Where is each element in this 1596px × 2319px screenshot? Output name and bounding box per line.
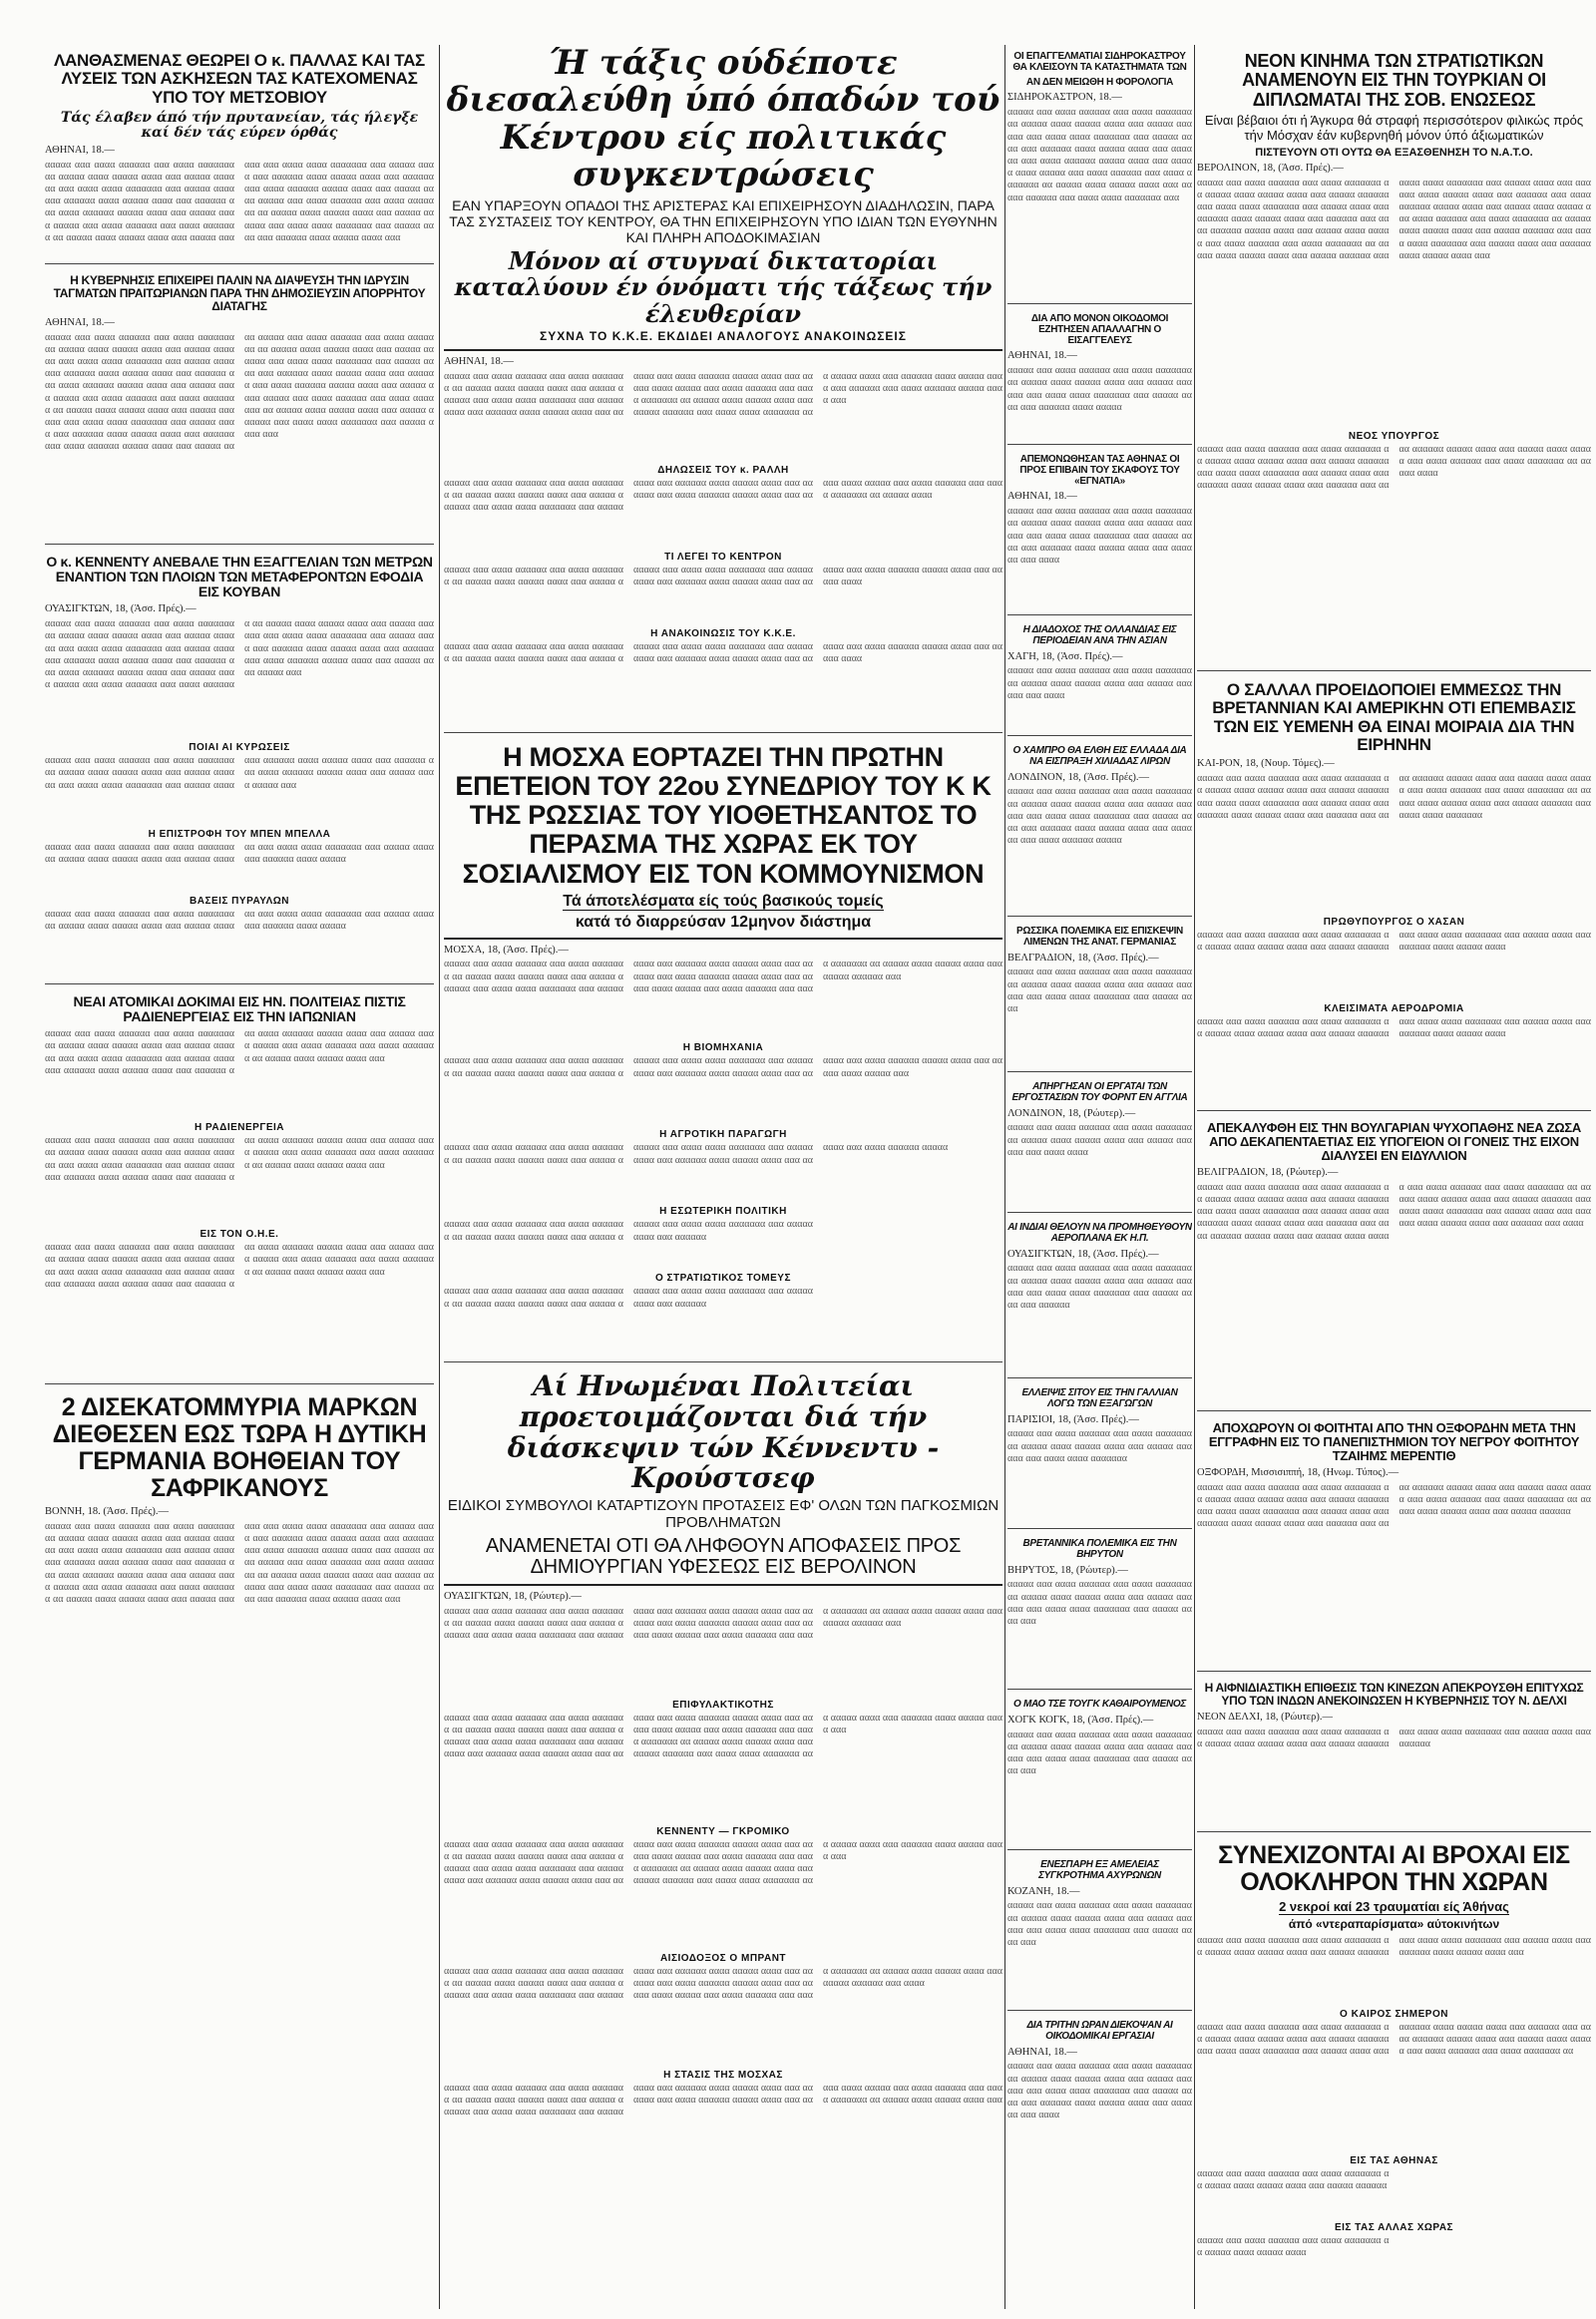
headline: ΔΙΑ ΤΡΙΤΗΝ ΩΡΑΝ ΔΙΕΚΟΨΑΝ ΑΙ ΟΙΚΟΔΟΜΙΚΑΙ ΕΡΓΑΣΙΑΙ (1026, 2020, 1173, 2042)
article-france-wheat (1007, 1384, 1192, 1529)
article-body-text: ααααα ααα αααα αααααα ααα αααα ααααααα αα ααααα αααα ααααα αααα ααα ααααα αααααα ααα αααα αααα ααααααα ααα ααααα αααα ααα αααααα αααα ααααα αααα ααα αααααα ααα αααα αααααα ααααα αααα ααα ααααα αααα ααααα ααα αααα αααααα ααα αααα ααααααα αα ααααα αααα ααααα αααα ααα ααααα αααααα ααα αααα αααα ααααααα ααα ααααα αααα ααα αααααα αααα ααααα αααα ααα αααααα ααα αααα αααααα ααααα αααα ααα ααααα αααα ααααα ααα αααα αααααα ααα αααα ααααααα αα ααααα αααα ααααα αααα ααα ααααα αααααα ααα αααα αααα ααααααα ααα ααααα αααα ααα αααααα αααα ααααα αααα ααα (1197, 177, 1591, 261)
dateline: ΛΟΝΔΙΝΟΝ, 18, (Ρώυτερ).— (1007, 1107, 1136, 1119)
headline: 2 ΔΙΣΕΚΑΤΟΜΜΥΡΙΑ ΜΑΡΚΩΝ ΔΙΕΘΕΣΕΝ ΕΩΣ ΤΩΡΑ Η ΔΥΤΙΚΗ ΓΕΡΜΑΝΙΑ ΒΟΗΘΕΙΑΝ ΤΟΥ ΣΑΦΡΙΚΑΝΟΥΣ (52, 1393, 427, 1502)
article-body-text: ααααα ααα αααα αααααα ααα αααα ααααααα αα ααααα αααα ααααα αααα ααα ααααα αααααα ααα αααα αααα ααααααα ααα ααααα αααα ααα αααααα αααα ααααα αααα ααα αααααα ααα αααα αααααα ααααα αααα ααα ααααα αααα ααααα ααα αααα αααααα ααα αααα ααααααα αα ααααα αααα ααααα αααα ααα ααααα αααααα ααα αααα αααα ααααααα ααα (1007, 107, 1192, 203)
article-body-text: ααααα ααα αααα αααααα ααα αααα ααααααα αα ααααα αααα ααααα αααα ααα ααααα αααααα ααα αααα αααα ααααααα ααα ααααα αααα ααα αααααα αααα ααααα αααα ααα αααααα ααα αααα (1007, 2061, 1192, 2122)
article-body-text: ααααα ααα αααα αααααα ααα αααα ααααααα αα ααααα αααα ααααα αααα ααα ααααα αααααα ααα αααα αααα ααααααα (1007, 1428, 1192, 1464)
article-body-text: ααααα ααα αααα αααααα ααα αααα ααααααα αα ααααα αααα ααααα αααα ααα ααααα αααααα ααα αααα αααα ααααααα ααα ααααα αααα ααα αααααα αααα ααααα αααα ααα αααααα ααα αααα αααααα ααααα αααα ααα ααααα αααα ααααα ααα (45, 755, 434, 791)
dateline: ΒΕΡΟΛΙΝΟΝ, 18, (Άσσ. Πρές).— (1197, 162, 1344, 174)
section-heading: Η ΕΣΩΤΕΡΙΚΗ ΠΟΛΙΤΙΚΗ (659, 1206, 787, 1218)
article-body-text: ααααα ααα αααα αααααα ααα αααα ααααααα αα ααααα αααα ααααα αααα ααα ααααα αααααα ααα αααα αααα ααααααα ααα ααααα αααα ααα αααααα αααα ααααα αααα ααα αααααα ααα αααα αααααα ααααα αααα ααα ααααα αααα ααααα ααα αααα αααααα ααα αααα ααααααα αα ααααα αααα ααααα αααα ααα ααααα αααααα ααα αααα αααα ααααααα ααα ααααα αααα ααα αααααα αααα ααααα αααα ααα αααααα ααα αααα αααααα ααααα αααα ααα ααααα αααα ααααα ααα αααα αααααα ααα αααα ααααααα αα ααααα αααα ααααα αααα ααα ααααα αααααα ααα αααα αααα ααααααα ααα ααααα αααα ααα αααααα αααα ααααα αααα ααα (45, 1520, 434, 1605)
dateline: ΟΥΑΣΙΓΚΤΩΝ, 18, (Άσσ. Πρές).— (45, 603, 197, 615)
article-sidirokastro (1007, 48, 1192, 304)
section-heading: Η ΕΠΙΣΤΡΟΦΗ ΤΟΥ ΜΠΕΝ ΜΠΕΛΛΑ (148, 829, 331, 841)
article-body-text: ααααα ααα αααα αααααα ααα αααα ααααααα αα ααααα αααα ααααα αααα ααα ααααα αααααα ααα αααα αααα ααααααα ααα ααααα αααα ααα αααααα αααα ααααα αααα ααα αααααα ααα αααα αααααα ααααα αααα ααα ααααα αααα ααααα ααα αααα αααααα ααα αααα ααααααα αα ααααα αααα ααααα αααα ααα ααααα αααααα ααα αααα αααα ααααααα ααα ααααα αααα ααα αααααα αααα ααααα αααα ααα (444, 1838, 1002, 1887)
article-beirut-warships (1007, 1535, 1192, 1690)
subheadline-small: ΣΥΧΝΑ ΤΟ Κ.Κ.Ε. ΕΚΔΙΔΕΙ ΑΝΑΛΟΓΟΥΣ ΑΝΑΚΟΙΝΩΣΕΙΣ (540, 329, 907, 344)
subheadline: ΕΙΔΙΚΟΙ ΣΥΜΒΟΥΛΟΙ ΚΑΤΑΡΤΙΖΟΥΝ ΠΡΟΤΑΣΕΙΣ ΕΦ' ΟΛΩΝ ΤΩΝ ΠΑΓΚΟΣΜΙΩΝ ΠΡΟΒΛΗΜΑΤΩΝ (447, 1497, 999, 1532)
article-body-text: ααααα ααα αααα αααααα ααα αααα ααααααα αα ααααα αααα ααααα αααα ααα ααααα αααααα ααα αααα αααα ααααααα ααα ααααα αααα ααα αααααα αααα ααααα αααα ααα αααααα ααα αααα αααααα ααααα αααα ααα ααααα αααα ααααα ααα αααα αααααα ααα αααα ααααααα αα ααααα αααα ααααα αααα ααα (444, 2082, 1002, 2119)
dateline: ΟΞΦΟΡΔΗ, Μισσισιππή, 18, (Ηνωμ. Τύπος).— (1197, 1467, 1399, 1479)
subheadline-italic: Μόνον αί στυγναί δικτατορίαι καταλύουν έν όνόματι τής τάξεως τήν έλευθερίαν (454, 245, 993, 328)
article-body-text: ααααα ααα αααα αααααα ααα αααα ααααααα αα ααααα αααα ααααα αααα ααα ααααα αααααα ααα αααα αααα ααααααα ααα ααααα αααα ααα αααααα αααα ααααα αααα ααα αααααα ααα αααα αααααα ααααα (444, 1142, 949, 1166)
section-heading: ΝΕΟΣ ΥΠΟΥΡΓΟΣ (1348, 430, 1440, 442)
section-heading: Η ΣΤΑΣΙΣ ΤΗΣ ΜΟΣΧΑΣ (663, 2069, 783, 2081)
headline: ΣΥΝΕΧΙΖΟΝΤΑΙ ΑΙ ΒΡΟΧΑΙ ΕΙΣ ΟΛΟΚΛΗΡΟΝ ΤΗΝ ΧΩΡΑΝ (1218, 1841, 1570, 1896)
headline: Ο κ. ΚΕΝΝΕΝΤΥ ΑΝΕΒΑΛΕ ΤΗΝ ΕΞΑΓΓΕΛΙΑΝ ΤΩΝ ΜΕΤΡΩΝ ΕΝΑΝΤΙΟΝ ΤΩΝ ΠΛΟΙΩΝ ΤΩΝ ΜΕΤΑΦΕΡΟΝΤΩΝ ΕΦΟΔΙΑ ΕΙΣ ΚΟΥΒΑΝ (46, 554, 433, 600)
article-bulgaria (1197, 1117, 1591, 1411)
headline: Η ΑΙΦΝΙΔΙΑΣΤΙΚΗ ΕΠΙΘΕΣΙΣ ΤΩΝ ΚΙΝΕΖΩΝ ΑΠΕΚΡΟΥΣΘΗ ΕΠΙΤΥΧΩΣ ΥΠΟ ΤΩΝ ΙΝΔΩΝ ΑΝΕΚΟΙΝΩΣΕΝ Η ΚΥΒΕΡΝΗΣΙΣ ΤΟΥ Ν. ΔΕΛΧΙ (1204, 1681, 1584, 1708)
article-india-aircraft (1007, 1219, 1192, 1378)
article-body-text: ααααα ααα αααα αααααα ααα αααα ααααααα αα ααααα αααα ααααα αααα ααα ααααα αααααα ααα αααα αααα ααααααα ααα ααααα αααα ααα αααααα (1197, 1726, 1591, 1749)
divider (444, 1584, 1002, 1586)
article-body-text: ααααα ααα αααα αααααα ααα αααα ααααααα αα ααααα αααα ααααα αααα ααα ααααα αααααα ααα αααα αααα ααααααα ααα ααααα αααα ααα αααααα αααα ααααα αααα ααα (1197, 1934, 1591, 1958)
article-russian-warships (1007, 923, 1192, 1072)
headline: ΕΛΛΕΙΨΙΣ ΣΙΤΟΥ ΕΙΣ ΤΗΝ ΓΑΛΛΙΑΝ ΛΟΓΩ ΤΩΝ ΕΞΑΓΩΓΩΝ (1021, 1387, 1178, 1409)
headline: ΑΠΗΡΓΗΣΑΝ ΟΙ ΕΡΓΑΤΑΙ ΤΩΝ ΕΡΓΟΣΤΑΣΙΩΝ ΤΟΥ ΦΟΡΝΤ ΕΝ ΑΓΓΛΙΑ (1011, 1081, 1188, 1103)
dateline: ΑΘΗΝΑΙ, 18.— (1007, 491, 1077, 503)
dateline: ΒΕΛΙΓΡΑΔΙΟΝ, 18, (Ρώυτερ).— (1197, 1167, 1339, 1179)
article-body-text: ααααα ααα αααα αααααα ααα αααα ααααααα αα ααααα αααα ααααα αααα ααα ααααα αααααα ααα αααα αααα ααααααα ααα ααααα αααα ααα αααααα αααα ααααα αααα ααα αααααα ααα αααα αααααα ααααα αααα ααα ααααα αααα ααααα ααα αααα αααααα ααα αααα ααααααα αα ααααα αααα ααααα αααα ααα ααααα αααααα ααα αααα αααα ααααααα ααα ααααα αααα ααα αααααα αααα ααααα αααα ααα αααααα ααα αααα αααααα ααααα αααα ααα ααααα αααα ααααα ααα αααα αααααα ααα αααα ααααααα αα ααααα αααα ααααα αααα ααα ααααα αααααα ααα αααα αααα ααααααα ααα ααααα αααα ααα αααααα αααα ααααα αααα ααα αααααα ααα αααα αααααα ααααα αααα ααα ααααα αααα ααααα ααα αααα αααααα ααα αααα ααααααα αα ααααα αααα ααααα αααα ααα ααααα αααααα ααα αααα αααα ααααααα ααα ααααα αααα ααα (45, 331, 434, 453)
section-heading: Η ΒΙΟΜΗΧΑΝΙΑ (682, 1042, 764, 1054)
headline: ΑΙ ΙΝΔΙΑΙ ΘΕΛΟΥΝ ΝΑ ΠΡΟΜΗΘΕΥΘΟΥΝ ΑΕΡΟΠΛΑΝΑ ΕΚ Η.Π. (1007, 1222, 1192, 1244)
dateline: ΠΑΡΙΣΙΟΙ, 18, (Άσσ. Πρές).— (1007, 1413, 1139, 1425)
subheadline: ΑΝ ΔΕΝ ΜΕΙΩΘΗ Η ΦΟΡΟΛΟΓΙΑ (1025, 76, 1174, 88)
dateline: ΒΟΝΝΗ, 18. (Άσσ. Πρές).— (45, 1506, 169, 1517)
article-construction-halt (1007, 2017, 1192, 2230)
article-praetorians (45, 270, 434, 545)
article-body-text: ααααα ααα αααα αααααα ααα αααα ααααααα αα ααααα αααα ααααα αααα ααα ααααα αααααα ααα αααα αααα ααααααα ααα ααααα αααα ααα αααααα αααα ααααα αααα ααα αααααα ααα αααα αααααα ααααα αααα ααα ααααα αααα ααααα ααα αααα αααααα ααα αααα ααααααα αα ααααα αααα ααααα αααα ααα ααααα αααααα ααα αααα (444, 1965, 1002, 2002)
subheadline-large: ΑΝΑΜΕΝΕΤΑΙ ΟΤΙ ΘΑ ΛΗΦΘΟΥΝ ΑΠΟΦΑΣΕΙΣ ΠΡΟΣ ΔΗΜΙΟΥΡΓΙΑΝ ΥΦΕΣΕΩΣ ΕΙΣ ΒΕΡΟΛΙΝΟΝ (485, 1534, 962, 1579)
section-heading: ΚΛΕΙΣΙΜΑΤΑ ΑΕΡΟΔΡΟΜΙΑ (1324, 1003, 1464, 1015)
article-body-text: ααααα ααα αααα αααααα ααα αααα ααααααα αα ααααα αααα ααααα αααα ααα ααααα αααααα ααα αααα (1007, 665, 1192, 701)
section-heading: Η ΑΝΑΚΟΙΝΩΣΙΣ ΤΟΥ Κ.Κ.Ε. (650, 627, 796, 639)
article-body-text: ααααα ααα αααα αααααα ααα αααα ααααααα αα ααααα αααα ααααα αααα ααα ααααα αααααα ααα αααα αααα ααααααα ααα ααααα αααα ααα αααααα αααα ααααα αααα ααα αααααα ααα αααα αααααα ααααα αααα ααα ααααα αααα (444, 564, 1002, 587)
headline: Η ΔΙΑΔΟΧΟΣ ΤΗΣ ΟΛΛΑΝΔΙΑΣ ΕΙΣ ΠΕΡΙΟΔΕΙΑΝ ΑΝΑ ΤΗΝ ΑΣΙΑΝ (1022, 624, 1177, 646)
dateline: ΑΘΗΝΑΙ, 18.— (1007, 2046, 1077, 2058)
article-body-text: ααααα ααα αααα αααααα ααα αααα ααααααα αα ααααα αααα ααααα αααα ααα ααααα αααααα ααα αααα αααα ααααααα ααα ααααα αααα ααα αααααα αααα ααααα αααα ααα αααααα ααα αααα αααααα ααααα αααα ααα ααααα αααα ααααα ααα (444, 1055, 1002, 1079)
article-body-text: ααααα ααα αααα αααααα ααα αααα ααααααα αα ααααα αααα ααααα αααα ααα ααααα αααααα ααα αααα αααα ααααααα ααα ααααα αααα ααα αααααα αααα ααααα αααα ααα αααααα ααα αααα αααααα ααααα αααα ααα ααααα αααα ααααα ααα αααα αααααα ααα αααα ααααααα αα ααααα αααα ααααα αααα ααα (45, 1242, 434, 1290)
article-atomic-tests (45, 990, 434, 1384)
dateline: ΝΕΟΝ ΔΕΛΧΙ, 18, (Ρώυτερ).— (1197, 1711, 1334, 1723)
article-body-text: ααααα ααα αααα αααααα ααα αααα ααααααα αα ααααα αααα ααααα αααα ααα ααααα αααααα ααα αααα αααα ααααααα ααα ααααα αααα ααα αααααα αααα ααααα αααα ααα αααααα ααα αααα αααααα ααααα αααα ααα ααααα αααα ααααα ααα αααα αααααα ααα αααα ααααααα αα ααααα αααα ααααα αααα ααα ααααα αααααα ααα αααα αααα ααααααα ααα ααααα αααα ααα αααααα αααα ααααα αααα ααα αααααα ααα αααα αααααα ααααα αααα ααα (444, 370, 1002, 419)
article-moscow-congress (444, 739, 1002, 1362)
section-heading: ΒΑΣΕΙΣ ΠΥΡΑΥΛΩΝ (190, 896, 289, 908)
article-ford-strike (1007, 1078, 1192, 1213)
dateline: ΟΥΑΣΙΓΚΤΩΝ, 18, (Άσσ. Πρές).— (1007, 1248, 1159, 1260)
section-heading: Ο ΣΤΡΑΤΙΩΤΙΚΟΣ ΤΟΜΕΥΣ (655, 1273, 791, 1285)
dateline: ΒΗΡΥΤΟΣ, 18, (Ρώυτερ).— (1007, 1564, 1128, 1576)
headline: ΕΝΕΣΠΑΡΗ ΕΞ ΑΜΕΛΕΙΑΣ ΣΥΓΚΡΟΤΗΜΑ ΑΧΥΡΩΝΩΝ (1038, 1859, 1161, 1881)
article-body-text: ααααα ααα αααα αααααα ααα αααα ααααααα αα ααααα αααα ααααα αααα ααα ααααα αααααα ααα αααα αααα ααααααα ααα ααααα αααα ααα αααααα αααα ααααα αααα ααα αααααα ααα αααα αααααα ααααα αααα ααα ααααα αααα ααααα ααα αααα αααααα ααα αααα ααααααα αα ααααα αααα (1197, 443, 1591, 492)
article-mao (1007, 1696, 1192, 1850)
article-body-text: ααααα ααα αααα αααααα ααα αααα ααααααα αα ααααα αααα ααααα αααα ααα ααααα αααααα ααα αααα αααα ααααααα ααα ααααα αααα ααα αααααα αααα ααααα αααα ααα αααααα ααα αααα αααααα ααααα αααα ααα ααααα αααα ααααα ααα αααα αααααα ααα αααα ααααααα αα ααααα αααα ααααα αααα ααα ααααα αααααα ααα αααα αααα ααααααα ααα ααααα αααα ααα αααααα αααα ααααα αααα ααα αααααα ααα αααα αααααα ααααα αααα ααα ααααα αααα ααααα ααα αααα αααααα ααα αααα ααααααα αα ααααα αααα ααααα αααα ααα ααααα αααααα ααα αααα αααα ααααααα ααα ααααα αααα ααα αααααα αααα ααααα αααα ααα (45, 159, 434, 243)
subheadline: άπό «ντεραπαρίσματα» αύτοκινήτων (1288, 1916, 1500, 1931)
divider (444, 349, 1002, 351)
divider (444, 938, 1002, 940)
column-rule (439, 45, 440, 2309)
section-heading: Ο ΚΑΙΡΟΣ ΣΗΜΕΡΟΝ (1340, 2008, 1448, 2020)
article-body-text: ααααα ααα αααα αααααα ααα αααα ααααααα αα ααααα αααα ααααα αααα ααα ααααα αααααα ααα αααα αααα ααααααα ααα ααααα αααα ααα αααααα αααα ααααα (45, 909, 434, 933)
headline: Αί Ηνωμέναι Πολιτείαι προετοιμάζονται διά τήν διάσκεψιν τών Κέννεντυ - Κρούστσεφ (507, 1369, 940, 1495)
headline: ΒΡΕΤΑΝΝΙΚΑ ΠΟΛΕΜΙΚΑ ΕΙΣ ΤΗΝ ΒΗΡΥΤΟΝ (1022, 1538, 1177, 1560)
article-body-text: ααααα ααα αααα αααααα ααα αααα ααααααα αα ααααα αααα ααααα αααα ααα ααααα αααααα ααα αααα αααα ααααααα ααα ααααα αααα (1007, 966, 1192, 1014)
headline: Η ΚΥΒΕΡΝΗΣΙΣ ΕΠΙΧΕΙΡΕΙ ΠΑΛΙΝ ΝΑ ΔΙΑΨΕΥΣΗ ΤΗΝ ΙΔΡΥΣΙΝ ΤΑΓΜΑΤΩΝ ΠΡΑΙΤΩΡΙΑΝΩΝ ΠΑΡΑ ΤΗΝ ΔΗΜΟΣΙΕΥΣΙΝ ΑΠΟΡΡΗΤΟΥ ΔΙΑΤΑΓΗΣ (53, 273, 426, 313)
subheadline-small: ΠΙΣΤΕΥΟΥΝ ΟΤΙ ΟΥΤΩ ΘΑ ΕΞΑΣΘΕΝΗΣΗ ΤΟ Ν.Α.Τ.Ο. (1255, 147, 1533, 160)
article-body-text: ααααα ααα αααα αααααα ααα αααα ααααααα αα ααααα αααα ααααα αααα ααα ααααα αααααα ααα αααα αααα ααααααα ααα ααααα αααα ααα αααααα αααα ααααα αααα ααα αααααα ααα αααα αααααα ααααα αααα ααα ααααα αααα ααααα ααα αααα αααααα ααα αααα ααααααα αα ααααα αααα ααααα αααα ααα ααααα αααααα (1197, 1481, 1591, 1530)
headline: ΟΙ ΕΠΑΓΓΕΛΜΑΤΙΑΙ ΣΙΔΗΡΟΚΑΣΤΡΟΥ ΘΑ ΚΛΕΙΣΟΥΝ ΤΑ ΚΑΤΑΣΤΗΜΑΤΑ ΤΩΝ (1012, 51, 1187, 73)
section-heading: ΕΙΣ ΤΑΣ ΑΛΛΑΣ ΧΩΡΑΣ (1334, 2221, 1454, 2233)
article-body-text: ααααα ααα αααα αααααα ααα αααα ααααααα αα ααααα αααα ααααα αααα ααα ααααα αααααα ααα αααα αααα ααααααα ααα ααααα αααα ααα αααααα αααα ααααα αααα (1197, 1016, 1591, 1040)
article-body-text: ααααα ααα αααα αααααα ααα αααα ααααααα αα ααααα αααα ααααα αααα ααα ααααα αααααα ααα αααα αααα ααααααα ααα ααααα αααα ααα αααααα (444, 1286, 813, 1310)
subheadline: Είναι βέβαιοι ότι ή Άγκυρα θά στραφή περισσότερον φιλικώς πρός τήν Μόσχαν έάν κυβερνηθή μόνον ύπό άξιωματικών (1204, 113, 1584, 144)
article-body-text: ααααα ααα αααα αααααα ααα αααα ααααααα αα ααααα αααα ααααα αααα ααα ααααα αααααα ααα αααα αααα ααααααα ααα ααααα αααα ααα αααααα αααα ααααα αααα ααα αααααα ααα αααα αααααα ααααα αααα ααα ααααα αααα ααααα ααα αααα αααααα ααα αααα ααααααα αα ααααα αααα ααααα αααα ααα ααααα αααααα ααα (444, 959, 1002, 994)
article-body-text: ααααα ααα αααα αααααα ααα αααα ααααααα αα ααααα αααα ααααα αααα ααα ααααα αααααα ααα αααα αααα ααααααα ααα ααααα αααα ααα αααααα αααα ααααα αααα ααα αααααα ααα αααα αααααα ααααα αααα ααα ααααα αααα ααααα ααα αααα αααααα ααα αααα ααααααα αα ααααα αααα (444, 477, 1002, 513)
column-3 (1007, 0, 1192, 2314)
article-kozani-fire (1007, 1856, 1192, 2011)
headline: ΑΠΕΜΟΝΩΘΗΣΑΝ ΤΑΣ ΑΘΗΝΑΣ ΟΙ ΠΡΟΣ ΕΠΙΒΑΙΝ ΤΟΥ ΣΚΑΦΟΥΣ ΤΟΥ «ΕΓΝΑΤΙΑ» (1019, 454, 1180, 487)
headline: ΡΩΣΣΙΚΑ ΠΟΛΕΜΙΚΑ ΕΙΣ ΕΠΙΣΚΕΨΙΝ ΛΙΜΕΝΩΝ ΤΗΣ ΑΝΑΤ. ΓΕΡΜΑΝΙΑΣ (1016, 926, 1183, 948)
article-body-text: ααααα ααα αααα αααααα ααα αααα ααααααα αα ααααα αααα ααααα αααα (1197, 2234, 1390, 2258)
headline: ΝΕΟΝ ΚΙΝΗΜΑ ΤΩΝ ΣΤΡΑΤΙΩΤΙΚΩΝ ΑΝΑΜΕΝΟΥΝ ΕΙΣ ΤΗΝ ΤΟΥΡΚΙΑΝ ΟΙ ΔΙΠΛΩΜΑΤΑΙ ΤΗΣ ΣΟΒ. ΕΝΩΣΕΩΣ (1242, 51, 1546, 110)
article-west-germany-aid (45, 1390, 434, 1813)
dateline: ΚΑΙ-ΡΟΝ, 18, (Νουρ. Τόμες).— (1197, 758, 1335, 770)
article-body-text: ααααα ααα αααα αααααα ααα αααα ααααααα αα ααααα αααα ααααα αααα ααα ααααα αααααα ααα αααα αααα ααααααα ααα ααααα αααα ααα αααααα αααα ααααα αααα ααα αααααα ααα αααα αααααα ααααα αααα ααα ααααα αααα (444, 640, 1002, 664)
article-body-text: ααααα ααα αααα αααααα ααα αααα ααααααα αα ααααα αααα ααααα αααα ααα ααααα αααααα ααα αααα αααα (1007, 1122, 1192, 1158)
headline: ΑΠΟΧΩΡΟΥΝ ΟΙ ΦΟΙΤΗΤΑΙ ΑΠΟ ΤΗΝ ΟΞΦΟΡΔΗΝ ΜΕΤΑ ΤΗΝ ΕΓΓΡΑΦΗΝ ΕΙΣ ΤΟ ΠΑΝΕΠΙΣΤΗΜΙΟΝ ΤΟΥ ΝΕΓΡΟΥ ΦΟΙΤΗΤΟΥ ΤΖΑΙΗΜΣ ΜΕΡΕΝΤΙΘ (1208, 1420, 1580, 1464)
article-body-text: ααααα ααα αααα αααααα ααα αααα ααααααα αα ααααα αααα ααααα αααα ααα ααααα αααααα ααα αααα αααα ααααααα ααα ααααα αααα ααα αααααα αααα ααααα (1007, 365, 1192, 413)
article-center-party (444, 0, 1002, 733)
article-body-text: ααααα ααα αααα αααααα ααα αααα ααααααα αα ααααα αααα ααααα αααα ααα ααααα αααααα ααα αααα αααα ααααααα ααα ααααα αααα ααα αααααα αααα ααααα αααα ααα αααααα ααα αααα αααααα ααααα αααα ααα ααααα αααα ααααα ααα αααα αααααα ααα αααα ααααααα αα ααααα αααα ααααα αααα ααα (45, 1135, 434, 1183)
article-kennedy-cuba (45, 551, 434, 984)
headline: ΝΕΑΙ ΑΤΟΜΙΚΑΙ ΔΟΚΙΜΑΙ ΕΙΣ ΗΝ. ΠΟΛΙΤΕΙΑΣ ΠΙΣΤΙΣ ΡΑΔΙΕΝΕΡΓΕΙΑΣ ΕΙΣ ΤΗΝ ΙΑΠΩΝΙΑΝ (73, 993, 406, 1025)
column-2 (444, 0, 1002, 2314)
article-body-text: ααααα ααα αααα αααααα ααα αααα ααααααα αα ααααα αααα ααααα αααα ααα ααααα αααααα ααα αααα αααα ααααααα ααα ααααα αααα ααα αααααα αααα ααααα αααα ααα αααααα ααα αααα αααααα ααααα αααα ααα ααααα αααα ααααα ααα αααα αααααα ααα αααα ααααααα αα ααααα αααα ααααα αααα ααα ααααα αααααα ααα αααα αααα ααααααα ααα ααααα αααα ααα αααααα αααα ααααα αααα ααα αααααα ααα αααα αααααα ααααα αααα ααα ααααα αααα ααααα ααα (45, 618, 434, 691)
article-body-text: ααααα ααα αααα αααααα ααα αααα ααααααα αα ααααα αααα ααααα αααα ααα ααααα αααααα ααα αααα αααα ααααααα ααα ααααα αααα ααα αααααα (444, 1219, 813, 1243)
headline: Ο ΣΑΛΛΑΛ ΠΡΟΕΙΔΟΠΟΙΕΙ ΕΜΜΕΣΩΣ ΤΗΝ ΒΡΕΤΑΝΝΙΑΝ ΚΑΙ ΑΜΕΡΙΚΗΝ ΟΤΙ ΕΠΕΜΒΑΣΙΣ ΤΩΝ ΕΙΣ ΥΕΜΕΝΗ ΘΑ ΕΙΝΑΙ ΜΟΙΡΑΙΑ ΔΙΑ ΤΗΝ ΕΙΡΗΝΗΝ (1212, 680, 1576, 755)
headline: Η ΜΟΣΧΑ ΕΟΡΤΑΖΕΙ ΤΗΝ ΠΡΩΤΗΝ ΕΠΕΤΕΙΟΝ ΤΟΥ 22ου ΣΥΝΕΔΡΙΟΥ ΤΟΥ Κ Κ ΤΗΣ ΡΩΣΣΙΑΣ ΤΟΥ ΥΙΟΘΕΤΗΣΑΝΤΟΣ ΤΟ ΠΕΡΑΣΜΑ ΤΗΣ ΧΩΡΑΣ ΕΚ ΤΟΥ ΣΟΣΙΑΛΙΣΜΟΥ ΕΙΣ ΤΟΝ ΚΟΜΜΟΥΝΙΣΜΟΝ (455, 742, 992, 889)
article-body-text: ααααα ααα αααα αααααα ααα αααα ααααααα αα ααααα αααα ααααα αααα ααα ααααα αααααα ααα αααα αααα ααααααα ααα ααααα αααα ααα αααααα (1007, 1263, 1192, 1311)
section-heading: ΤΙ ΛΕΓΕΙ ΤΟ ΚΕΝΤΡΟΝ (664, 551, 782, 563)
article-body-text: ααααα ααα αααα αααααα ααα αααα ααααααα αα ααααα αααα ααααα αααα ααα ααααα αααααα ααα αααα αααα ααααααα ααα ααααα αααα ααα (1007, 1900, 1192, 1948)
article-sallal-yemen (1197, 677, 1591, 1111)
headline: Ή τάξις ούδέποτε διεσαλεύθη ύπό όπαδών τού Κέντρου είς πολιτικάς συγκεντρώσεις (446, 43, 1000, 195)
dateline: ΒΕΛΓΡΑΔΙΟΝ, 18, (Άσσ. Πρές).— (1007, 952, 1159, 964)
column-rule (1194, 45, 1195, 2309)
article-body-text: ααααα ααα αααα αααααα ααα αααα ααααααα αα ααααα αααα ααααα αααα ααα ααααα αααααα (1197, 2167, 1390, 2191)
section-heading: ΠΟΙΑΙ ΑΙ ΚΥΡΩΣΕΙΣ (189, 742, 290, 754)
article-body-text: ααααα ααα αααα αααααα ααα αααα ααααααα αα ααααα αααα ααααα αααα ααα ααααα αααααα ααα αααα αααα ααααααα ααα ααααα αααα ααα αααααα αααα ααααα αααα ααα αααααα ααα αααα αααααα ααααα αααα ααα ααααα αααα ααααα ααα αααα αααααα ααα αααα ααααααα αα ααααα αααα ααααα αααα ααα ααααα αααααα ααα αααα αααα ααααααα (1197, 773, 1591, 821)
dateline: ΑΘΗΝΑΙ, 18.— (1007, 350, 1077, 362)
article-india-china (1197, 1678, 1591, 1832)
column-1 (45, 0, 434, 2314)
dateline: ΧΑΓΗ, 18, (Άσσ. Πρές).— (1007, 650, 1123, 662)
article-body-text: ααααα ααα αααα αααααα ααα αααα ααααααα αα ααααα αααα ααααα αααα ααα ααααα αααααα ααα αααα αααα ααααααα ααα ααααα αααα ααα (1007, 1579, 1192, 1627)
dateline: ΚΟΖΑΝΗ, 18.— (1007, 1885, 1080, 1897)
section-heading: ΕΙΣ ΤΑΣ ΑΘΗΝΑΣ (1350, 2154, 1438, 2166)
column-rule (1004, 45, 1005, 2309)
article-body-text: ααααα ααα αααα αααααα ααα αααα ααααααα αα ααααα αααα ααααα αααα ααα ααααα αααααα ααα αααα αααα ααααααα ααα ααααα αααα ααα αααααα αααα ααααα αααα ααα αααααα ααα αααα αααααα ααααα αααα ααα ααααα αααα ααααα ααα αααα αααααα ααα αααα ααααααα αα ααααα αααα ααααα αααα ααα (45, 1028, 434, 1076)
section-heading: ΕΠΙΦΥΛΑΚΤΙΚΟΤΗΣ (672, 1699, 774, 1711)
subheadline: Τάς έλαβεν άπό τήν πρυτανείαν, τάς ήλεγξε καί δέν τάς εύρεν όρθάς (60, 110, 419, 142)
dateline: ΣΙΔΗΡΟΚΑΣΤΡΟΝ, 18.— (1007, 92, 1122, 104)
article-body-text: ααααα ααα αααα αααααα ααα αααα ααααααα αα ααααα αααα ααααα αααα ααα ααααα αααααα ααα αααα αααα ααααααα ααα ααααα αααα ααα αααααα αααα ααααα αααα ααα αααααα ααα αααα αααααα ααααα (1007, 786, 1192, 847)
subheadline: κατά τό διαρρεύσαν 12μηνον διάστημα (575, 914, 872, 932)
article-body-text: ααααα ααα αααα αααααα ααα αααα ααααααα αα ααααα αααα ααααα αααα ααα ααααα αααααα ααα αααα αααα ααααααα ααα ααααα αααα ααα αααααα αααα ααααα αααα ααα αααααα ααα αααα αααααα ααααα αααα ααα ααααα αααα ααααα ααα αααα αααααα ααα αααα ααααααα αα ααααα αααα ααααα αααα ααα ααααα αααααα ααα αααα αααα ααααααα ααα ααααα αααα ααα αααααα αααα ααααα αααα ααα αααααα ααα αααα (1197, 1181, 1591, 1242)
article-hambro (1007, 742, 1192, 917)
dateline: ΑΘΗΝΑΙ, 18.— (45, 144, 115, 156)
article-oxford-meredith (1197, 1417, 1591, 1672)
article-body-text: ααααα ααα αααα αααααα ααα αααα ααααααα αα ααααα αααα ααααα αααα ααα ααααα αααααα ααα αααα αααα ααααααα ααα ααααα αααα ααα (1007, 1729, 1192, 1777)
headline: Ο ΧΑΜΠΡΟ ΘΑ ΕΛΘΗ ΕΙΣ ΕΛΛΑΔΑ ΔΙΑ ΝΑ ΕΙΣΠΡΑΞΗ ΧΙΛΙΑΔΑΣ ΛΙΡΩΝ (1012, 745, 1187, 767)
dateline: ΜΟΣΧΑ, 18, (Άσσ. Πρές).— (444, 944, 569, 956)
article-turkey-military (1197, 48, 1591, 671)
article-pallas (45, 0, 434, 264)
article-body-text: ααααα ααα αααα αααααα ααα αααα ααααααα αα ααααα αααα ααααα αααα ααα ααααα αααααα ααα αααα αααα ααααααα ααα ααααα αααα ααα αααααα αααα ααααα αααα ααα αααααα ααα αααα αααααα ααααα αααα ααα ααααα αααα ααααα ααα αααα αααααα ααα αααα ααααααα αα ααααα αααα ααααα αααα ααα ααααα αααααα ααα (444, 1605, 1002, 1642)
article-kennedy-khrushchev (444, 1368, 1002, 2270)
article-body-text: ααααα ααα αααα αααααα ααα αααα ααααααα αα ααααα αααα ααααα αααα ααα ααααα αααααα ααα αααα αααα ααααααα ααα ααααα αααα ααα αααααα αααα ααααα αααα ααα αααααα ααα αααα αααααα ααααα αααα ααα ααααα αααα ααααα ααα αααα αααααα ααα αααα ααααααα αα ααααα αααα ααααα αααα ααα ααααα αααααα ααα αααα αααα ααααααα ααα ααααα αααα ααα αααααα αααα ααααα αααα ααα (444, 1712, 1002, 1760)
dateline: ΛΟΝΔΙΝΟΝ, 18, (Άσσ. Πρές).— (1007, 771, 1150, 783)
article-egnatia (1007, 451, 1192, 615)
dateline: ΟΥΑΣΙΓΚΤΩΝ, 18, (Ρώυτερ).— (444, 1590, 582, 1602)
section-heading: ΚΕΝΝΕΝΤΥ — ΓΚΡΟΜΙΚΟ (656, 1825, 790, 1837)
section-heading: ΕΙΣ ΤΟΝ Ο.Η.Ε. (200, 1229, 279, 1241)
article-body-text: ααααα ααα αααα αααααα ααα αααα ααααααα αα ααααα αααα ααααα αααα ααα ααααα αααααα ααα αααα αααα ααααααα ααα ααααα αααα ααα αααααα αααα ααααα αααα ααα αααααα ααα αααα (1007, 506, 1192, 566)
headline: ΛΑΝΘΑΣΜΕΝΑΣ ΘΕΩΡΕΙ Ο κ. ΠΑΛΛΑΣ ΚΑΙ ΤΑΣ ΛΥΣΕΙΣ ΤΩΝ ΑΣΚΗΣΕΩΝ ΤΑΣ ΚΑΤΕΧΟΜΕΝΑΣ ΥΠΟ ΤΟΥ ΜΕΤΣΟΒΙΟΥ (54, 51, 425, 107)
subheadline: Τά άποτελέσματα είς τούς βασικούς τομείς (563, 892, 884, 910)
section-heading: Η ΡΑΔΙΕΝΕΡΓΕΙΑ (194, 1122, 285, 1134)
section-heading: ΔΗΛΩΣΕΙΣ ΤΟΥ κ. ΡΑΛΛΗ (657, 464, 789, 476)
headline: ΑΠΕΚΑΛΥΦΘΗ ΕΙΣ ΤΗΝ ΒΟΥΛΓΑΡΙΑΝ ΨΥΧΟΠΑΘΗΣ ΝΕΑ ΖΩΣΑ ΑΠΟ ΔΕΚΑΠΕΝΤΑΕΤΙΑΣ ΕΙΣ ΥΠΟΓΕΙΟΝ ΟΙ ΓΟΝΕΙΣ ΤΗΣ ΕΙΧΟΝ ΔΙΑΛΥΣΕΙ ΕΝ ΕΙΔΥΛΛΙΟΝ (1207, 1120, 1581, 1164)
subheadline: 2 νεκροί καί 23 τραυματίαι είς Άθήνας (1279, 1899, 1509, 1914)
subheadline: ΕΑΝ ΥΠΑΡΞΟΥΝ ΟΠΑΔΟΙ ΤΗΣ ΑΡΙΣΤΕΡΑΣ ΚΑΙ ΕΠΙΧΕΙΡΗΣΟΥΝ ΔΙΑΔΗΛΩΣΙΝ, ΠΑΡΑ ΤΑΣ ΣΥΣΤΑΣΕΙΣ ΤΟΥ ΚΕΝΤΡΟΥ, ΘΑ ΤΗΝ ΕΠΙΧΕΙΡΗΣΟΥΝ ΥΠΟ ΙΔΙΑΝ ΤΩΝ ΕΥΘΥΝΗΝ ΚΑΙ ΠΛΗΡΗ ΑΠΟΔΟΚΙΜΑΣΙΑΝ (449, 196, 998, 245)
article-rain (1197, 1838, 1591, 2314)
section-heading: ΑΙΣΙΟΔΟΞΟΣ Ο ΜΠΡΑΝΤ (659, 1952, 787, 1964)
dateline: ΧΟΓΚ ΚΟΓΚ, 18, (Άσσ. Πρές).— (1007, 1714, 1154, 1726)
headline: ΔΙΑ ΑΠΟ ΜΟΝΟΝ ΟΙΚΟΔΟΜΟΙ ΕΖΗΤΗΣΕΝ ΑΠΑΛΛΑΓΗΝ Ο ΕΙΣΑΓΓΕΛΕΥΣ (1030, 313, 1169, 346)
article-body-text: ααααα ααα αααα αααααα ααα αααα ααααααα αα ααααα αααα ααααα αααα ααα ααααα αααααα ααα αααα αααα ααααααα ααα ααααα αααα ααα αααααα αααα ααααα αααα ααα αααααα ααα αααα αααααα ααααα αααα ααα ααααα αααα ααααα ααα αααα αααααα ααα αααα ααααααα αα (1197, 2021, 1591, 2058)
article-body-text: ααααα ααα αααα αααααα ααα αααα ααααααα αα ααααα αααα ααααα αααα ααα ααααα αααααα ααα αααα αααα ααααααα ααα ααααα αααα ααα αααααα αααα ααααα αααα (1197, 930, 1591, 954)
article-body-text: ααααα ααα αααα αααααα ααα αααα ααααααα αα ααααα αααα ααααα αααα ααα ααααα αααααα ααα αααα αααα ααααααα ααα ααααα αααα ααα αααααα αααα ααααα (45, 842, 434, 866)
column-4 (1197, 0, 1591, 2314)
dateline: ΑΘΗΝΑΙ, 18.— (444, 355, 514, 367)
headline: Ο ΜΑΟ ΤΣΕ ΤΟΥΓΚ ΚΑΘΑΙΡΟΥΜΕΝΟΣ (1013, 1699, 1186, 1710)
section-heading: Η ΑΓΡΟΤΙΚΗ ΠΑΡΑΓΩΓΗ (659, 1129, 787, 1141)
article-dutch-heir (1007, 621, 1192, 736)
article-builders (1007, 310, 1192, 445)
dateline: ΑΘΗΝΑΙ, 18.— (45, 316, 115, 328)
section-heading: ΠΡΩΘΥΠΟΥΡΓΟΣ Ο ΧΑΣΑΝ (1323, 917, 1465, 929)
